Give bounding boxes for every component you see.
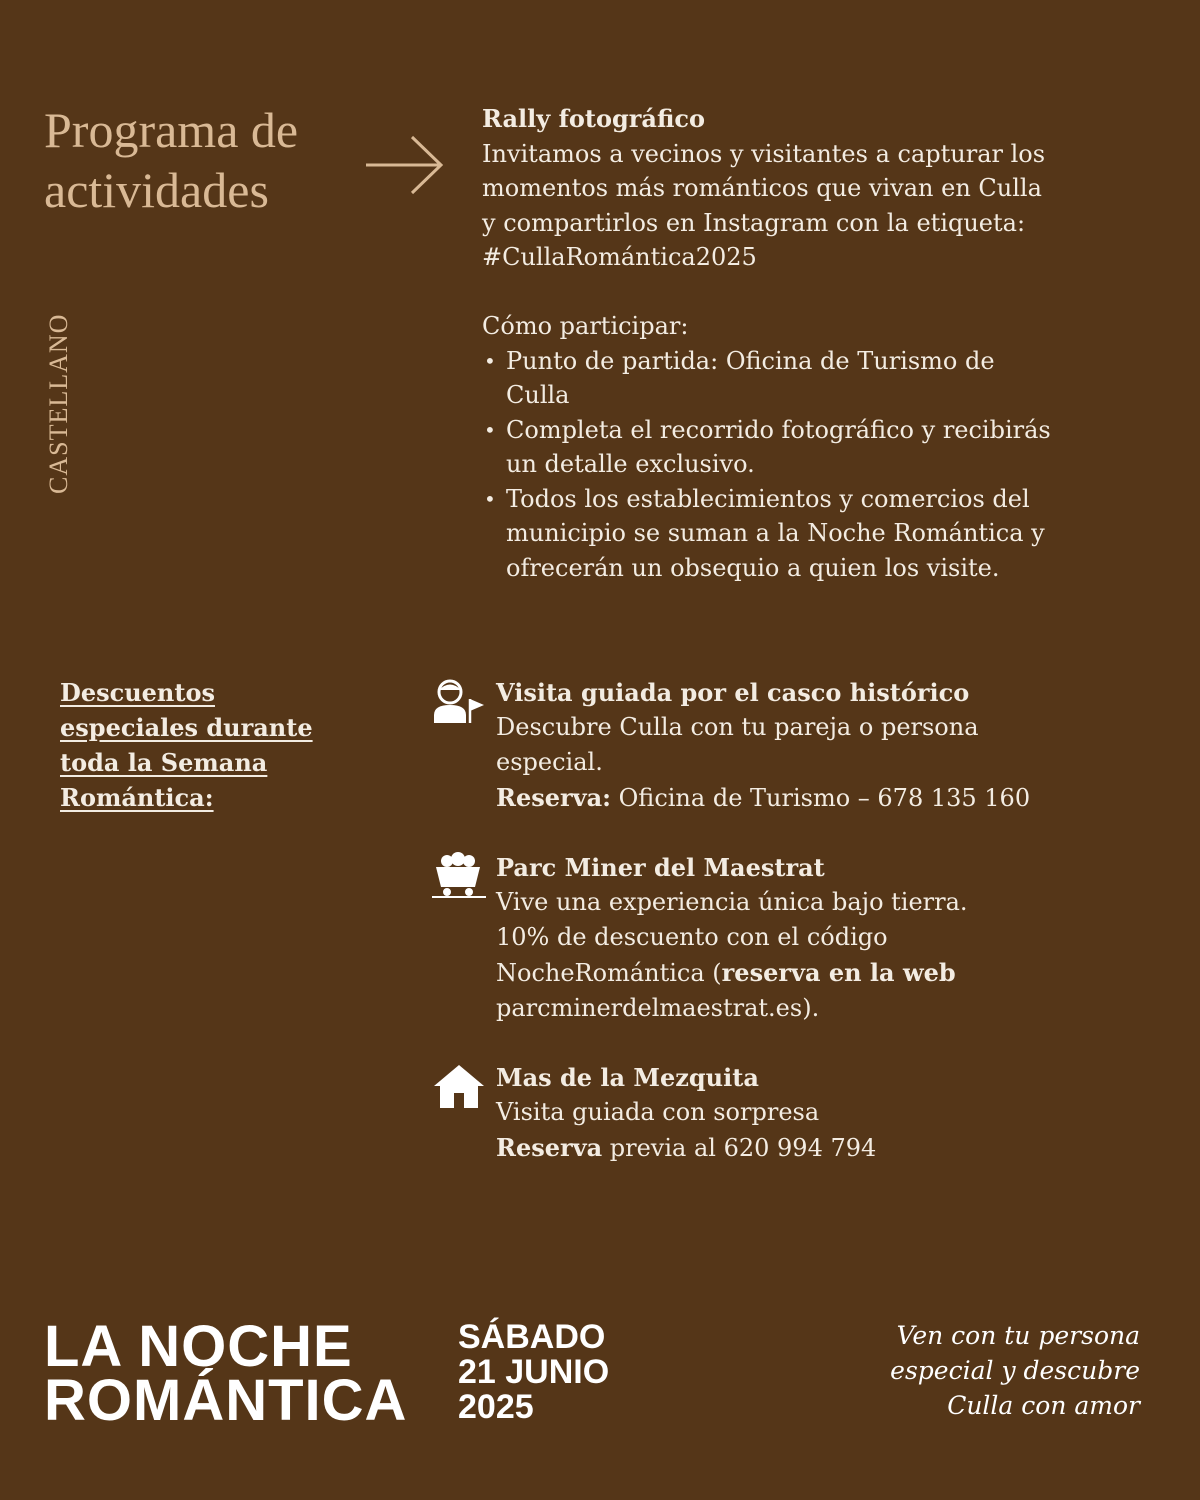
activity-title: Parc Miner del Maestrat bbox=[496, 853, 825, 882]
discounts-heading-line: especiales durante bbox=[60, 713, 313, 742]
list-item bbox=[506, 413, 1182, 482]
how-to-participate: Cómo participar: bbox=[482, 312, 689, 340]
guide-icon bbox=[430, 677, 488, 725]
reservation-line bbox=[496, 780, 1160, 816]
discounts-heading bbox=[60, 675, 360, 815]
activity-guided-tour bbox=[430, 675, 1160, 816]
activity-line: especial. bbox=[496, 748, 603, 776]
discounts-heading-line: Descuentos bbox=[60, 678, 215, 707]
website-link: parcminerdelmaestrat.es). bbox=[496, 994, 820, 1022]
list-item bbox=[506, 344, 1182, 413]
activity-line: Descubre Culla con tu pareja o persona bbox=[496, 713, 979, 741]
event-date bbox=[458, 1320, 609, 1425]
discount-code-line bbox=[496, 955, 1160, 991]
language-label: CASTELLANO bbox=[44, 313, 73, 494]
arrow-right-icon bbox=[362, 133, 446, 197]
list-item-line: ofrecerán un obsequio a quien los visite. bbox=[506, 553, 1000, 582]
reservation-line bbox=[496, 1130, 1160, 1166]
list-item bbox=[506, 482, 1182, 586]
discount-code: NocheRomántica ( bbox=[496, 959, 722, 987]
tagline-line: especial y descubre bbox=[890, 1356, 1140, 1385]
rally-section bbox=[482, 102, 1182, 585]
steps-list bbox=[482, 344, 1182, 586]
event-title-line: LA NOCHE bbox=[44, 1314, 353, 1379]
list-item-line: municipio se suman a la Noche Romántica y bbox=[506, 519, 1045, 547]
activity-mas-mezquita bbox=[430, 1060, 1160, 1166]
reservation-label: Reserva: bbox=[496, 783, 611, 812]
activity-line: Visita guiada con sorpresa bbox=[496, 1098, 820, 1126]
rally-line: y compartirlos en Instagram con la etiqueta: bbox=[482, 208, 1026, 237]
event-date-line: 21 JUNIO bbox=[458, 1353, 610, 1391]
event-title bbox=[44, 1314, 408, 1433]
page-title-line2: actividades bbox=[44, 162, 269, 218]
activity-title: Visita guiada por el casco histórico bbox=[496, 678, 970, 707]
activity-line: Vive una experiencia única bajo tierra. bbox=[496, 888, 968, 916]
mine-cart-icon bbox=[430, 852, 488, 900]
reservation-text: Oficina de Turismo – 678 135 160 bbox=[611, 784, 1031, 812]
discounts-heading-line: Romántica: bbox=[60, 783, 214, 812]
activity-title: Mas de la Mezquita bbox=[496, 1063, 759, 1092]
rally-line: momentos más románticos que vivan en Culla bbox=[482, 174, 1042, 202]
list-item-line: • Completa el recorrido fotográfico y recibirás bbox=[506, 415, 1051, 444]
tagline-line: Ven con tu persona bbox=[896, 1321, 1140, 1350]
tagline bbox=[890, 1318, 1140, 1423]
activity-line: 10% de descuento con el código bbox=[496, 923, 888, 951]
reservation-text: previa al 620 994 794 bbox=[602, 1134, 877, 1162]
list-item-line: Culla bbox=[506, 381, 570, 409]
rally-title: Rally fotográfico bbox=[482, 104, 706, 133]
rally-hashtag: #CullaRomántica2025 bbox=[482, 243, 757, 271]
tagline-line: Culla con amor bbox=[947, 1391, 1140, 1420]
event-title-line: ROMÁNTICA bbox=[44, 1368, 408, 1433]
reservation-label: Reserva bbox=[496, 1133, 603, 1162]
house-icon bbox=[430, 1062, 488, 1110]
page-title-line1: Programa de bbox=[44, 102, 299, 158]
list-item-line: un detalle exclusivo. bbox=[506, 450, 755, 478]
rally-line: Invitamos a vecinos y visitantes a capturar los bbox=[482, 139, 1046, 168]
list-item-line: • Todos los establecimientos y comercios del bbox=[506, 484, 1030, 513]
event-date-line: 2025 bbox=[458, 1388, 534, 1426]
activity-parc-miner bbox=[430, 850, 1160, 1026]
event-date-line: SÁBADO bbox=[458, 1318, 606, 1356]
list-item-line: • Punto de partida: Oficina de Turismo de bbox=[506, 346, 995, 375]
book-online-text: reserva en la web bbox=[721, 958, 956, 987]
discounts-heading-line: toda la Semana bbox=[60, 748, 268, 777]
page-title bbox=[44, 100, 374, 220]
